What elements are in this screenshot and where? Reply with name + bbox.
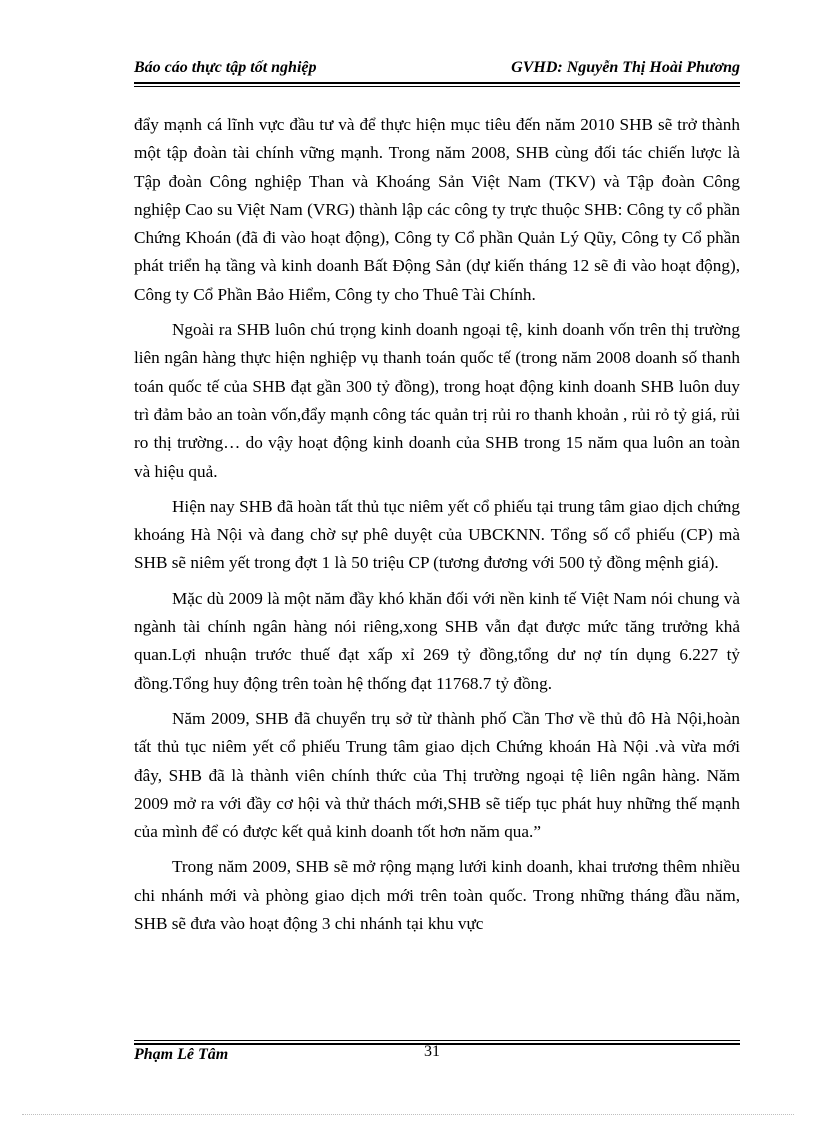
footer-author: Phạm Lê Tâm: [134, 1046, 229, 1063]
page-header: [134, 57, 740, 83]
header-rule-thin: [134, 86, 740, 87]
supervisor-name: GVHD: Nguyễn Thị Hoài Phương: [511, 59, 740, 76]
header-rule-thick: [134, 82, 740, 84]
body-text: [134, 111, 740, 945]
paragraph-3: Hiện nay SHB đã hoàn tất thủ tục niêm yết cổ phiếu tại trung tâm giao dịch chứng khoáng Hà Nội và đang chờ sự phê duyệt của UBCKNN. Tổng số cổ phiếu (CP) mà SHB sẽ niêm yết trong đợt 1 là 50 triệu CP (tương đương với 500 tỷ đồng mệnh giá).: [134, 496, 740, 573]
paragraph-5: Năm 2009, SHB đã chuyển trụ sở từ thành phố Cần Thơ về thủ đô Hà Nội,hoàn tất thủ tục niêm yết cổ phiếu Trung tâm giao dịch Chứng khoán Hà Nội .và vừa mới đây, SHB đã là thành viên chính thức của Thị trường ngoại tệ liên ngân hàng. Năm 2009 mở ra với đầy cơ hội và thử thách mới,SHB sẽ tiếp tục phát huy những thế mạnh của mình để có được kết quả kinh doanh tốt hơn năm qua.”: [134, 708, 740, 842]
paragraph-2: Ngoài ra SHB luôn chú trọng kinh doanh ngoại tệ, kinh doanh vốn trên thị trường liên ngân hàng thực hiện nghiệp vụ thanh toán quốc tế (trong năm 2008 doanh số thanh toán quốc tế của SHB đạt gần 300 tỷ đồng), trong hoạt động kinh doanh SHB luôn duy trì đảm bảo an toàn vốn,đẩy mạnh công tác quản trị rủi ro thanh khoản , rủi rỏ tỷ giá, rủi ro thị trường… do vậy hoạt động kinh doanh của SHB trong 15 năm qua luôn an toàn và hiệu quả.: [134, 320, 740, 481]
page-bottom-border: [22, 1114, 794, 1115]
paragraph-4: Mặc dù 2009 là một năm đầy khó khăn đối với nền kinh tế Việt Nam nói chung và ngành tài chính ngân hàng nói riêng,xong SHB vẫn đạt được mức tăng trưởng khả quan.Lợi nhuận trước thuế đạt xấp xỉ 269 tỷ đồng,tổng dư nợ tín dụng 6.227 tỷ đồng.Tổng huy động trên toàn hệ thống đạt 11768.7 tỷ đồng.: [134, 588, 740, 693]
paragraph-6: Trong năm 2009, SHB sẽ mở rộng mạng lưới kinh doanh, khai trương thêm nhiều chi nhánh mới và phòng giao dịch mới trên toàn quốc. Trong những tháng đầu năm, SHB sẽ đưa vào hoạt động 3 chi nhánh tại khu vực: [134, 857, 740, 934]
page-number: 31: [424, 1043, 440, 1060]
report-title: Báo cáo thực tập tốt nghiệp: [134, 59, 317, 76]
paragraph-1: đẩy mạnh cá lĩnh vực đầu tư và để thực hiện mục tiêu đến năm 2010 SHB sẽ trở thành một tập đoàn tài chính vững mạnh. Trong năm 2008, SHB cùng đối tác chiến lược là Tập đoàn Công nghiệp Than và Khoáng Sản Việt Nam (TKV) và Tập đoàn Công nghiệp Cao su Việt Nam (VRG) thành lập các công ty trực thuộc SHB: Công ty cổ phần Chứng Khoán (đã đi vào hoạt động), Công ty Cổ phần Quản Lý Qũy, Công ty Cổ phần phát triển hạ tầng và kinh doanh Bất Động Sản (dự kiến tháng 12 sẽ đi vào hoạt động), Công ty Cổ Phần Bảo Hiểm, Công ty cho Thuê Tài Chính.: [134, 115, 740, 304]
footer-rule-thin: [134, 1040, 740, 1041]
